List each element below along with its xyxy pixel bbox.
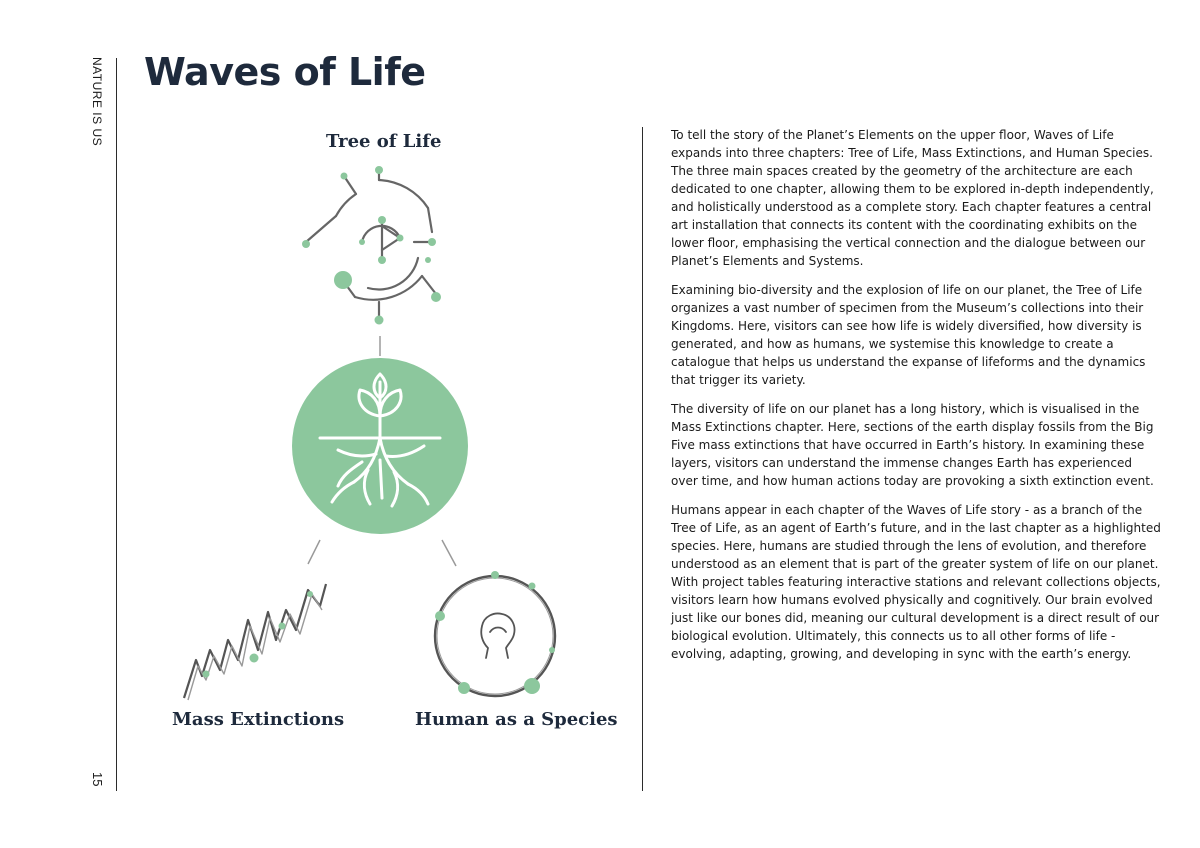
- tree-of-life-label: Tree of Life: [326, 131, 442, 152]
- tree-of-life-ring-icon: [306, 170, 436, 318]
- paragraph: The diversity of life on our planet has a long history, which is visualised in the Mass Extinctions chapter. Here, sections of the earth display fossils from the Big Five mass extinctions that have occurred in Earth’s history. In examining these layers, visitors can understand the immense changes Earth has experienced over time, and how human actions today are provoking a sixth extinction event.: [671, 402, 1154, 488]
- paragraph: To tell the story of the Planet’s Elements on the upper floor, Waves of Life expands into three chapters: Tree of Life, Mass Extinctions, and Human Species. The three main spaces created by the geometry of the architecture are each dedicated to one chapter, allowing them to be explored in-depth independently, and holistically understood as a complete story. Each chapter features a central art installation that connects its content with the coordinating exhibits on the lower floor, emphasising the vertical connection and the dialogue between our Planet’s Elements and Systems.: [671, 128, 1154, 268]
- diagram-artwork: [150, 120, 630, 740]
- mass-extinctions-label: Mass Extinctions: [172, 709, 345, 730]
- section-label: NATURE IS US: [90, 57, 104, 147]
- sprout-roots-icon: [292, 358, 468, 534]
- page-title: Waves of Life: [144, 50, 426, 94]
- human-head-ring-icon: [435, 571, 555, 696]
- body-text: [671, 126, 1161, 674]
- extinction-zigzag-icon: [184, 584, 326, 700]
- column-divider: [642, 127, 643, 791]
- page-number: 15: [90, 772, 105, 787]
- paragraph: Humans appear in each chapter of the Waves of Life story - as a branch of the Tree of Life, as an agent of Earth’s future, and in the last chapter as a highlighted species. Here, humans are studied through the lens of evolution, and therefore understood as an element that is part of the greater system of life on our planet. With project tables featuring interactive stations and relevant collections objects, visitors learn how humans evolved physically and cognitively. Our brain evolved just like our bones did, meaning our cultural development is a direct result of our biological evolution. Ultimately, this connects us to all other forms of life - evolving, adapting, growing, and developing in sync with the earth’s energy.: [671, 503, 1161, 661]
- human-species-label: Human as a Species: [415, 709, 618, 730]
- waves-of-life-diagram: [150, 120, 630, 740]
- sidebar-rule: [116, 58, 117, 791]
- paragraph: Examining bio-diversity and the explosion of life on our planet, the Tree of Life organizes a vast number of specimen from the Museum’s collections into their Kingdoms. Here, visitors can see how life is widely diversified, how diversity is generated, and how as humans, we systemise this knowledge to create a catalogue that helps us understand the expanse of lifeforms and the dynamics that trigger its variety.: [671, 283, 1146, 387]
